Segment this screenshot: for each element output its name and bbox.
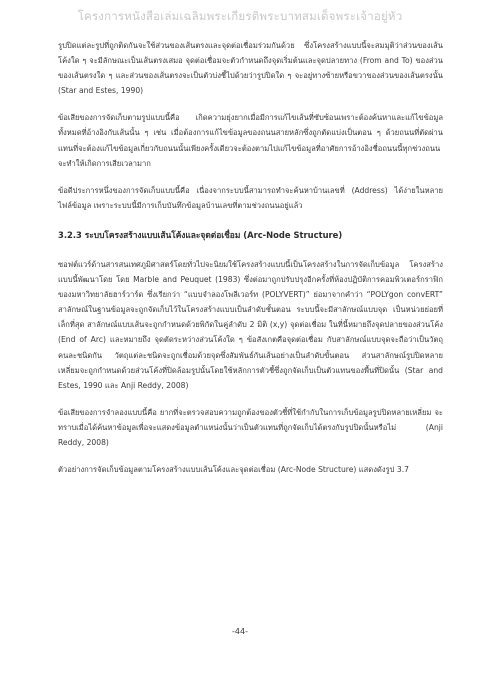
paragraph-3: ข้อดีประการหนึ่งของการจัดเก็บแบบนี้คือ เนื่องจากระบบนี้สามารถทำจะค้นหาบ้านเลขที่ (Address) ได้ง่ายในหลายไฟล์ข้อมูล เพราะระบบนี้มีการเก็บบันทึกข้อมูลบ้านเลขที่ตามช่วงถนนอยู่แล้ว (58, 185, 443, 210)
page-number: -44- (232, 627, 248, 636)
paragraph-4: ซอฟต์แวร์ด้านสารสนเทศภูมิศาสตร์โดยทั่วไปจะนิยมใช้โครงสร้างแบบนี้เป็นโครงสร้างในการจัดเก็บข้อมูล โครงสร้างแบบนี้พัฒนาโดย โดย Marble and Peuquet (1983) ซึ่งต่อมาถูกปรับปรุงอีกครั้งที่ห้องปฏิบัติการคอมพิวเตอร์กราฟิกของมหาวิทยาลัยฮาร์วาร์ด ซึ่งเรียกว่า “แบบจำลองโพลีเวอร์ท (POLYVERT)” ย่อมาจากคำว่า “POLYgon convERT” สาลักษณ์ในฐานข้อมูลจะถูกจัดเก็บไว้ในโครงสร้างแบบเป็นลำดับชั้นตอน ระบบนี้จะมีสาลักษณ์แบบจุด เป็นหน่วยย่อยที่เล็กที่สุด สาลักษณ์แบบเส้นจะถูกกำหนดด้วยพิกัดในคู่ลำดับ 2 มิติ (x,y) จุดต่อเชื่อม ในที่นี้หมายถึงจุดปลายของส่วนโค้ง (End of Arc) และหมายถึง จุดตัดระหว่างส่วนโค้งใด ๆ ข้อสังเกตคือจุดต่อเชื่อม กับสาลักษณ์แบบจุดจะถือว่าเป็นวัตถุคนละชนิดกัน วัตถุแต่ละชนิดจะถูกเชื่อมด้วยจุดซึ่งสัมพันธ์กันเส้นอย่างเป็นลำดับขั้นตอน ส่วนสาลักษณ์รูปปิดหลายเหลี่ยมจะถูกกำหนดด้วยส่วนโค้งที่ปิดล้อมรูปนั้นโดยใช้หลักการตัวชี้ซึ่งถูกจัดเก็บเป็นตัวแทนของพื้นที่ปิดนั้น (Star and Estes, 1990 และ Anji Reddy, 2008) (58, 259, 443, 390)
paragraph-5: ข้อเสียของการจำลองแบบนี้คือ ยากที่จะตรวจสอบความถูกต้องของตัวชี้ที่ใช้กำกับในการเก็บข้อมูลรูปปิดหลายเหลี่ยม จะทราบเมื่อได้ค้นหาข้อมูลเพื่อจะแสดงข้อมูลตำแหน่งนั้นว่าเป็นตัวแทนที่ถูกจัดเก็บได้ตรงกับรูปปิดนั้นหรือไม่ (Anji Reddy, 2008) (58, 407, 443, 447)
page-content (58, 38, 443, 477)
running-header: โครงการหนังสือเล่มเฉลิมพระเกียรติพระบาทสมเด็จพระเจ้าอยู่หัว (77, 9, 403, 23)
paragraph-1: รูปปิดแต่ละรูปที่ถูกติดกันจะใช้ส่วนของเส้นตรงและจุดต่อเชื่อมร่วมกันด้วย ซึ่งโครงสร้างแบบนี้จะสมมุติว่าส่วนของเส้นโค้งใด ๆ จะมีลักษณะเป็นเส้นตรงเสมอ จุดต่อเชื่อมจะตัวกำหนดถึงจุดเริ่มต้นและจุดปลายทาง (From and To) ของส่วนของเส้นตรงใด ๆ และส่วนของเส้นตรงจะเป็นตัวบ่งชี้ไปด้วยว่ารูปปิดใด ๆ จะอยู่ทางซ้ายหรือขวาของส่วนของเส้นตรงนั้น (Star and Estes, 1990) (58, 41, 443, 96)
paragraph-6: ตัวอย่างการจัดเก็บข้อมูลตามโครงสร้างแบบเส้นโค้งและจุดต่อเชื่อม (Arc-Node Structure) แสดงดังรูป 3.7 (58, 465, 409, 475)
paragraph-2: ข้อเสียของการจัดเก็บตามรูปแบบนี้คือ เกิดความยุ่งยากเมื่อมีการแก้ไขเส้นที่ซับซ้อนเพราะต้องค้นหาและแก้ไขข้อมูลทั้งหมดที่อ้างอิงกับเส้นนั้น ๆ เช่น เมื่อต้องการแก้ไขข้อมูลของถนนสายหลักซึ่งถูกตัดแบ่งเป็นตอน ๆ ด้วยถนนที่ตัดผ่าน แทนที่จะต้องแก้ไขข้อมูลเกี่ยวกับถนนนั้นเพียงครั้งเดียวจะต้องตามไปแก้ไขข้อมูลที่อาศัยการอ้างอิงชื่อถนนนี้ทุกช่วงถนน จะทำให้เกิดการเสียเวลามาก (58, 113, 443, 168)
section-heading: 3.2.3 ระบบโครงสร้างแบบเส้นโค้งและจุดต่อเชื่อม (Arc-Node Structure) (58, 229, 343, 240)
